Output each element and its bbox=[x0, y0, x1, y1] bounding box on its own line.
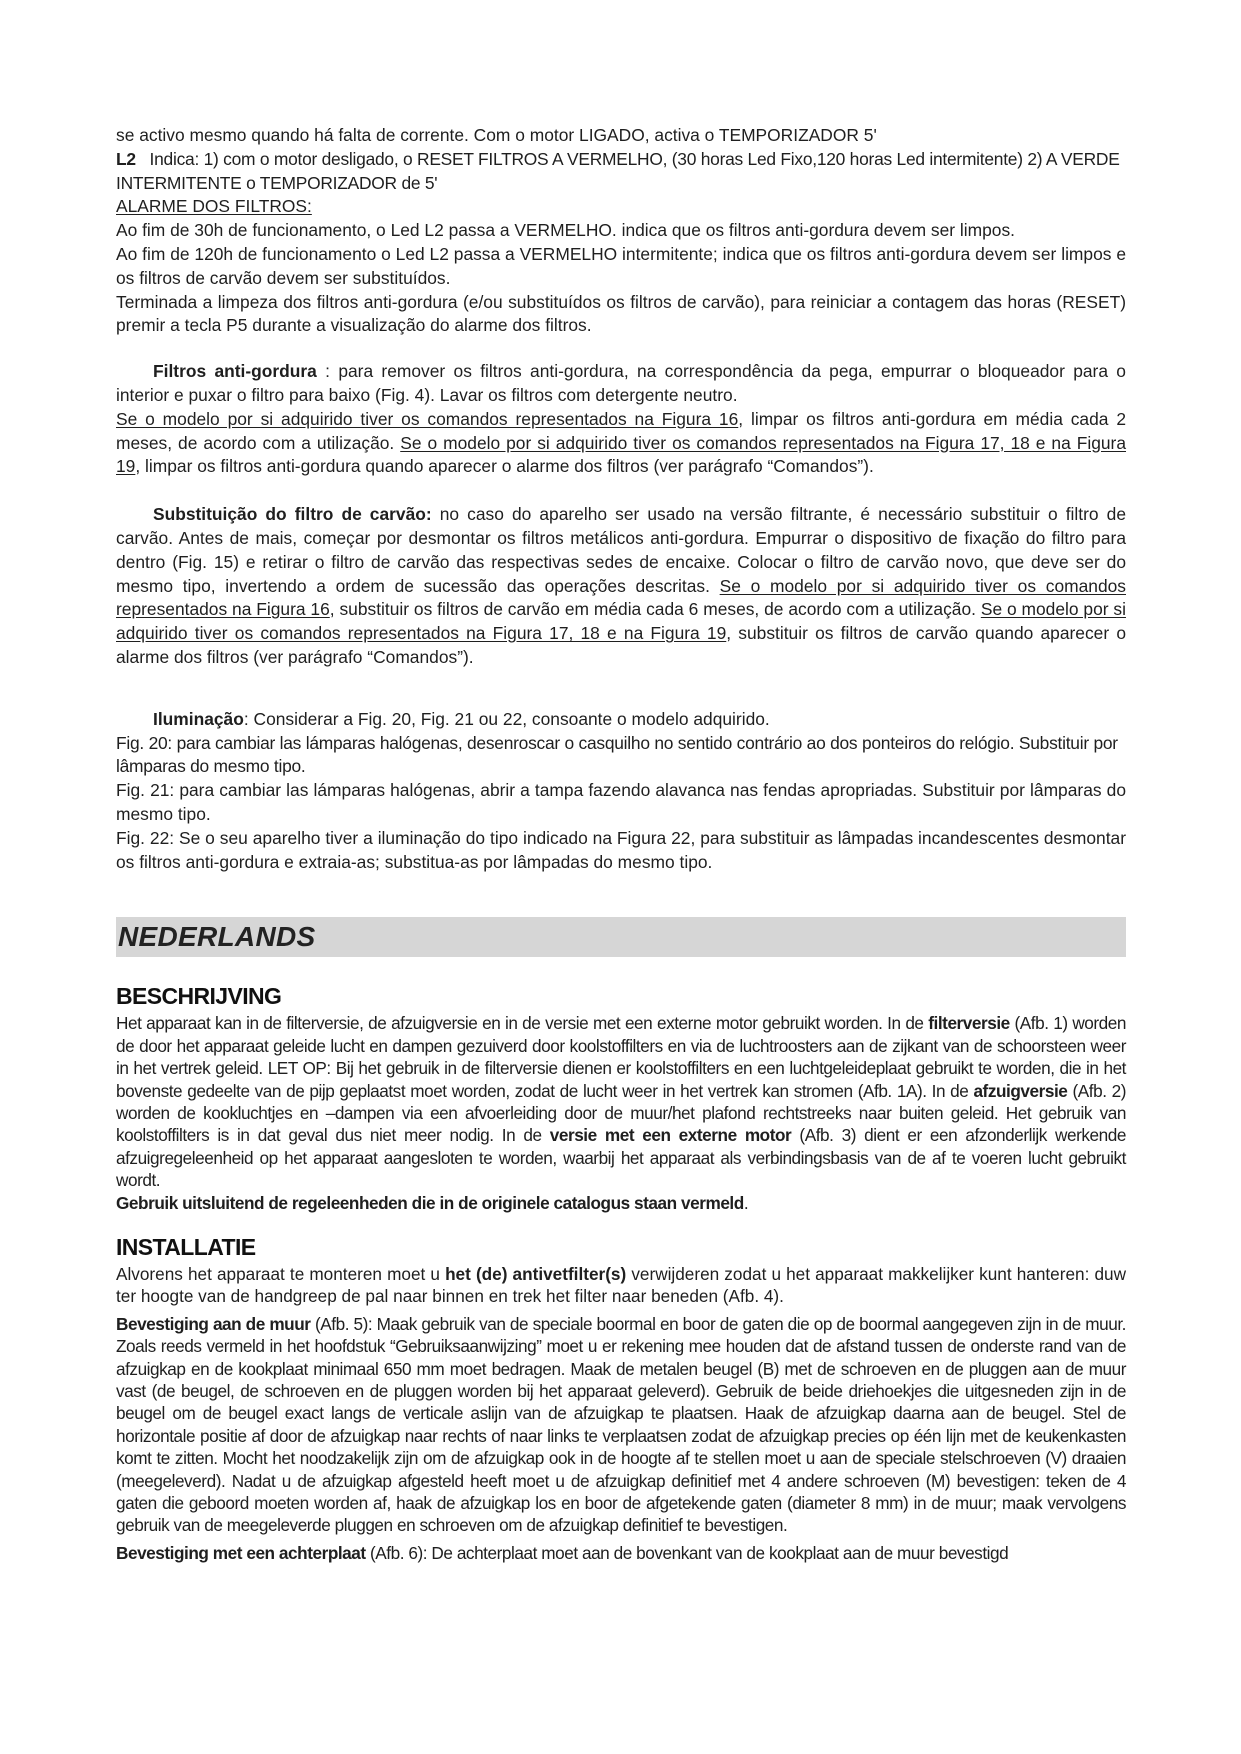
paragraph-power: se activo mesmo quando há falta de corrente. Com o motor LIGADO, activa o TEMPORIZADOR 5' bbox=[116, 125, 877, 145]
l2-text: Indica: 1) com o motor desligado, o RESET FILTROS A VERMELHO, (30 horas Led Fixo,120 horas Led intermitente) 2) A VERDE INTERMITENTE o TEMPORIZADOR de 5' bbox=[116, 148, 1120, 193]
installation-heading: INSTALLATIE bbox=[116, 1233, 256, 1260]
language-header: NEDERLANDS bbox=[118, 921, 316, 953]
grease-filter-text-3: , limpar os filtros anti-gordura quando aparecer o alarme dos filtros (ver parágrafo “Comandos”). bbox=[135, 456, 874, 477]
grease-filter-text-2: , limpar os filtros anti-gordura em média cada 2 meses, de acordo com a utilização. bbox=[116, 408, 1126, 453]
installation-text-2: verwijderen zodat u het apparaat makkelijker kunt hanteren: duw ter hoogte van de handgreep de pal naar binnen en trek het filter naar beneden (Afb. 4). bbox=[116, 1263, 1126, 1307]
grease-filter-paragraph bbox=[116, 360, 1126, 479]
carbon-filter-ref-16: Se o modelo por si adquirido tiver os comandos representados na Figura 16 bbox=[116, 575, 1126, 620]
installation-text-1: Alvorens het apparaat te monteren moet u bbox=[116, 1263, 446, 1284]
description-text-1: Het apparaat kan in de filterversie, de afzuigversie en in de versie met een externe motor gebruikt worden. In de bbox=[116, 1013, 929, 1034]
installation-paragraph bbox=[116, 1263, 1126, 1308]
description-paragraph bbox=[116, 1012, 1126, 1214]
fig22-paragraph: Fig. 22: Se o seu aparelho tiver a iluminação do tipo indicado na Figura 22, para substituir as lâmpadas incandescentes desmontar os filtros anti-gordura e extraia-as; substitua-as por lâmpadas do mesmo tipo. bbox=[116, 827, 1126, 872]
description-heading: BESCHRIJVING bbox=[116, 983, 282, 1010]
dutch-section bbox=[116, 983, 1126, 1564]
alarm-paragraph-3: Terminada a limpeza dos filtros anti-gordura (e/ou substituídos os filtros de carvão), para reiniciar a contagem das horas (RESET) premir a tecla P5 durante a visualização do alarme dos filtros. bbox=[116, 291, 1126, 336]
back-plate-paragraph bbox=[116, 1542, 1126, 1564]
carbon-filter-text-2: , substituir os filtros de carvão em média cada 6 meses, de acordo com a utilização. bbox=[329, 599, 981, 620]
grease-filter-ref-17-19: Se o modelo por si adquirido tiver os comandos representados na Figura 17, 18 e na Figura 19 bbox=[116, 432, 1127, 477]
portuguese-section bbox=[116, 124, 1126, 874]
description-text-4: (Afb. 3) dient er een afzonderlijk werkende afzuigregeleenheid op het apparaat aangesloten te worden, waarbij het apparaat als verbindingsbasis van de af te voeren lucht gebruikt wordt. bbox=[116, 1125, 1126, 1191]
description-filterversie: filterversie bbox=[928, 1013, 1010, 1034]
description-text-5: . bbox=[743, 1192, 749, 1213]
grease-filter-ref-16: Se o modelo por si adquirido tiver os comandos representados na Figura 16 bbox=[116, 408, 739, 429]
grease-filter-title: Filtros anti-gordura bbox=[153, 361, 317, 382]
alarm-heading: ALARME DOS FILTROS: bbox=[116, 196, 312, 217]
fig20-paragraph: Fig. 20: para cambiar las lámparas halógenas, desenroscar o casquilho no sentido contrário ao dos ponteiros do relógio. Substituir por lâmparas do mesmo tipo. bbox=[116, 732, 1118, 777]
description-text-2: (Afb. 1) worden de door het apparaat geleide lucht en dampen gezuiverd door koolstoffilters en via de luchtroosters aan de zijkant van de schoorsteen weer in het vertrek geleid. LET OP: Bij het gebruik in de filterversie dienen er koolstoffilters en een luchtgeleideplaat gebruikt te worden, die in het bovenste gedeelte van de pijp geplaatst moet worden, zodat de lucht weer in het vertrek kan stromen (Afb. 1A). In de bbox=[116, 1013, 1127, 1101]
lighting-paragraph bbox=[116, 708, 1126, 732]
carbon-filter-paragraph bbox=[116, 503, 1126, 670]
carbon-filter-text: no caso do aparelho ser usado na versão filtrante, é necessário substituir o filtro de carvão. Antes de mais, começar por desmontar os filtros metálicos anti-gordura. Empurrar o dispositivo de fixação do filtro para dentro (Fig. 15) e retirar o filtro de carvão das respectivas sedes de encaixe. Colocar o filtro de carvão novo, que deve ser do mesmo tipo, invertendo a ordem de sucessão das operações descritas. bbox=[116, 504, 1126, 596]
lighting-title: Iluminação bbox=[153, 708, 244, 729]
carbon-filter-ref-17-19: Se o modelo por si adquirido tiver os comandos representados na Figura 17, 18 e na Figura 19 bbox=[116, 599, 1126, 644]
wall-mount-title: Bevestiging aan de muur bbox=[116, 1313, 311, 1334]
description-external-motor: versie met een externe motor bbox=[549, 1125, 792, 1146]
wall-mount-text: (Afb. 5): Maak gebruik van de speciale boormal en boor de gaten die op de boormal aangegeven zijn in de muur. Zoals reeds vermeld in het hoofdstuk “Gebruiksaanwijzing” moet u er rekening mee houden dat de afstand tussen de onderste rand van de afzuigkap en de kookplaat minimaal 650 mm moet bedragen. Maak de metalen beugel (B) met de schroeven en de pluggen aan de muur vast (de beugel, de schroeven en de pluggen worden bij het apparaat geleverd). Gebruik de beide driehoekjes die uitgesneden zijn in de beugel om de beugel exact langs de verticale aslijn van de afzuigkap te plaatsen. Haak de afzuigkap daarna aan de beugel. Stel de horizontale positie af door de afzuigkap naar rechts of naar links te verplaatsen zodat de afzuigkap precies op één lijn met de keukenkasten komt te zitten. Mocht het noodzakelijk zijn om de afzuigkap ook in de hoogte af te stellen moet u aan de speciale stelschroeven (V) draaien (meegeleverd). Nadat u de afzuigkap afgesteld heeft moet u de afzuigkap definitief met 4 andere schroeven (M) bevestigen: teken de 4 gaten die geboord moeten worden af, haak de afzuigkap los en boor de afgetekende gaten (diameter 8 mm) in de muur; maak vervolgens gebruik van de meegeleverde pluggen en schroeven om de afzuigkap definitief te bevestigen. bbox=[116, 1313, 1126, 1536]
description-afzuigversie: afzuigversie bbox=[973, 1080, 1068, 1101]
back-plate-text: (Afb. 6): De achterplaat moet aan de bovenkant van de kookplaat aan de muur bevestigd bbox=[365, 1542, 1009, 1563]
installation-antivet-filter: het (de) antivetfilter(s) bbox=[445, 1263, 627, 1284]
wall-mount-paragraph bbox=[116, 1313, 1126, 1537]
paragraph-l2 bbox=[116, 148, 1126, 196]
carbon-filter-text-3: , substituir os filtros de carvão quando aparecer o alarme dos filtros (ver parágrafo “Comandos”). bbox=[116, 623, 1126, 667]
fig21-paragraph: Fig. 21: para cambiar las lámparas halógenas, abrir a tampa fazendo alavanca nas fendas apropriadas. Substituir por lâmparas do mesmo tipo. bbox=[116, 780, 1126, 824]
language-header-bar bbox=[116, 917, 1126, 957]
description-catalog-note: Gebruik uitsluitend de regeleenheden die in de originele catalogus staan vermeld bbox=[116, 1192, 744, 1213]
alarm-paragraph-2: Ao fim de 120h de funcionamento o Led L2 passa a VERMELHO intermitente; indica que os filtros anti-gordura devem ser limpos e os filtros de carvão devem ser substituídos. bbox=[116, 243, 1126, 288]
lighting-text: : Considerar a Fig. 20, Fig. 21 ou 22, consoante o modelo adquirido. bbox=[243, 708, 770, 729]
grease-filter-text: : para remover os filtros anti-gordura, na correspondência da pega, empurrar o bloqueador para o interior e puxar o filtro para baixo (Fig. 4). Lavar os filtros com detergente neutro. bbox=[116, 361, 1126, 405]
alarm-paragraph-1: Ao fim de 30h de funcionamento, o Led L2 passa a VERMELHO. indica que os filtros anti-gordura devem ser limpos. bbox=[116, 220, 1015, 241]
carbon-filter-title: Substituição do filtro de carvão: bbox=[153, 504, 432, 525]
description-text-3: (Afb. 2) worden de kookluchtjes en –dampen via een afvoerleiding door de muur/het plafond rechtstreeks naar buiten geleid. Het gebruik van koolstoffilters is in dat geval dus niet meer nodig. In de bbox=[116, 1080, 1126, 1146]
back-plate-title: Bevestiging met een achterplaat bbox=[116, 1542, 366, 1563]
l2-label: L2 bbox=[116, 148, 136, 169]
